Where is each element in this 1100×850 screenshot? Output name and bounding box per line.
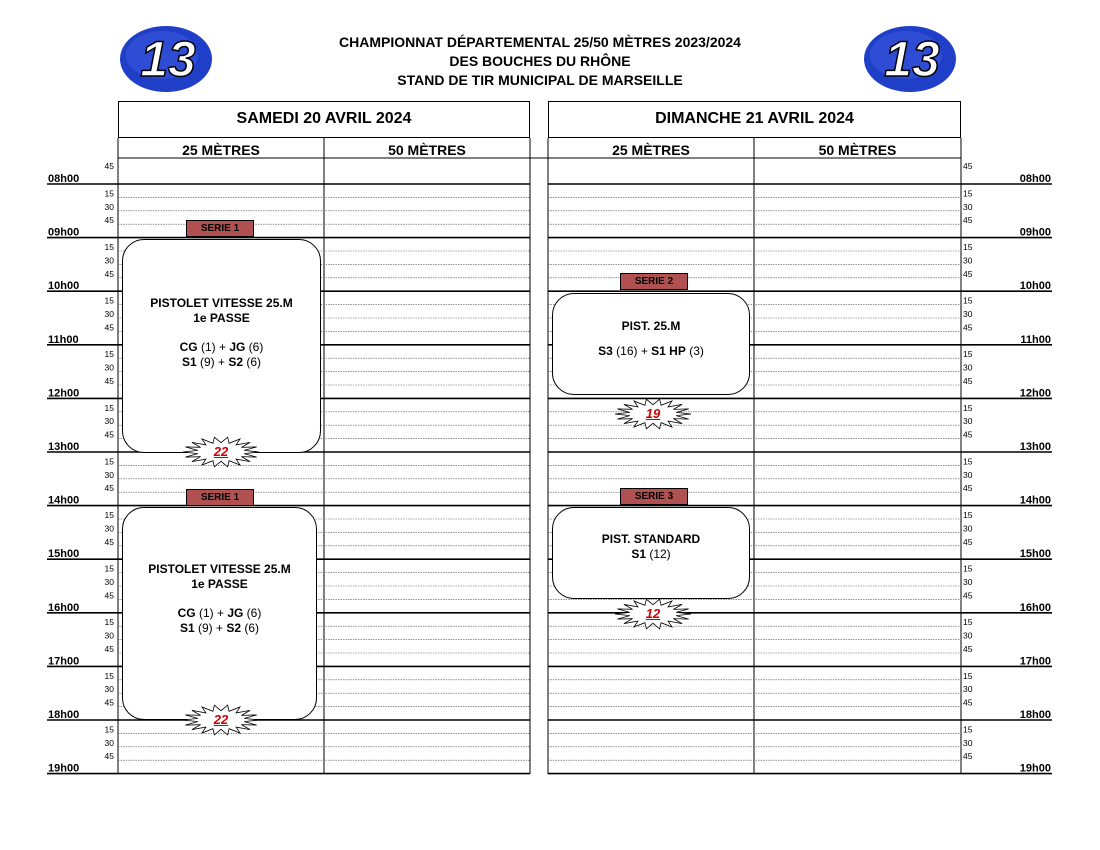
participant-count: 22 (213, 712, 229, 727)
minute-label: 30 (104, 416, 114, 427)
event-categories-1: S3 (16) + S1 HP (3) (598, 344, 704, 358)
hour-label-left: 16h00 (48, 601, 80, 614)
minute-label: 30 (104, 630, 114, 641)
minute-label: 45 (963, 161, 973, 171)
minute-label: 30 (963, 523, 973, 534)
event-subtitle: 1e PASSE (191, 577, 248, 591)
hour-label-right: 15h00 (1019, 548, 1051, 561)
event-box-sat-1 (122, 239, 321, 453)
minute-label: 15 (104, 724, 114, 735)
minute-label: 45 (104, 322, 114, 333)
minute-label: 15 (963, 295, 973, 306)
hour-label-right: 13h00 (1019, 441, 1051, 453)
minute-label: 30 (104, 684, 114, 695)
minute-label: 30 (963, 201, 973, 212)
serie-badge: SERIE 2 (620, 273, 688, 290)
minute-label: 45 (963, 751, 973, 762)
minute-label: 45 (963, 644, 973, 654)
minute-label: 45 (104, 644, 114, 654)
minute-label: 45 (963, 536, 973, 547)
minute-label: 15 (104, 456, 114, 467)
minute-label: 45 (104, 590, 114, 601)
minute-label: 30 (104, 469, 114, 480)
hour-label-right: 16h00 (1019, 601, 1051, 614)
event-subtitle: 1e PASSE (193, 311, 250, 325)
minute-label: 45 (104, 697, 114, 708)
hour-label-left: 08h00 (48, 173, 80, 185)
minute-label: 15 (104, 349, 114, 360)
hour-label-left: 13h00 (48, 441, 80, 453)
minute-label: 30 (963, 737, 973, 748)
minute-label: 45 (104, 161, 114, 171)
logo-text: 13 (884, 31, 940, 87)
serie-badge: SERIE 1 (186, 220, 254, 237)
minute-label: 45 (104, 376, 114, 386)
minute-label: 30 (963, 362, 973, 373)
minute-label: 15 (104, 563, 114, 574)
minute-label: 15 (104, 670, 114, 681)
event-categories-1: CG (1) + JG (6) (177, 606, 262, 620)
minute-label: 15 (104, 510, 114, 520)
event-categories-2: S1 (9) + S2 (6) (181, 355, 262, 369)
event-title: PIST. STANDARD (601, 532, 701, 546)
event-title: PIST. 25.M (621, 319, 681, 333)
minute-label: 30 (963, 309, 973, 319)
minute-label: 15 (104, 295, 114, 306)
participant-count: 12 (645, 606, 661, 621)
event-box-sun-1 (552, 293, 750, 395)
minute-label: 15 (963, 402, 973, 413)
minute-label: 45 (963, 429, 973, 440)
minute-label: 45 (104, 429, 114, 440)
hour-label-left: 11h00 (48, 333, 79, 346)
minute-label: 15 (963, 617, 973, 628)
hour-label-left: 09h00 (48, 226, 80, 239)
sat-25m-header: 25 MÈTRES (182, 142, 260, 158)
hour-label-left: 14h00 (48, 494, 80, 507)
participant-count-burst (182, 436, 260, 468)
event-categories-1: S1 (12) (631, 547, 671, 561)
hour-label-left: 19h00 (48, 762, 80, 775)
participant-count: 22 (213, 444, 229, 459)
hour-label-right: 11h00 (1020, 333, 1051, 346)
hour-label-right: 17h00 (1019, 655, 1051, 668)
event-categories-2: S1 (9) + S2 (6) (179, 621, 260, 635)
hour-label-right: 10h00 (1019, 280, 1051, 293)
title-line-3: STAND DE TIR MUNICIPAL DE MARSEILLE (397, 72, 683, 88)
participant-count-burst (182, 704, 260, 736)
hour-label-right: 18h00 (1019, 709, 1051, 721)
hour-label-left: 18h00 (48, 709, 80, 721)
minute-label: 30 (963, 684, 973, 695)
day-header-saturday: SAMEDI 20 AVRIL 2024 (118, 101, 530, 138)
day-header-sunday: DIMANCHE 21 AVRIL 2024 (548, 101, 961, 138)
sun-25m-header: 25 MÈTRES (612, 142, 690, 158)
event-title: PISTOLET VITESSE 25.M (148, 562, 291, 576)
minute-label: 30 (963, 255, 973, 266)
minute-label: 45 (963, 697, 973, 708)
minute-label: 30 (963, 630, 973, 641)
participant-count-burst (614, 398, 692, 430)
participant-count: 19 (645, 406, 661, 421)
minute-label: 45 (104, 215, 114, 226)
minute-label: 15 (963, 242, 973, 252)
minute-label: 45 (963, 268, 973, 279)
minute-label: 15 (963, 349, 973, 360)
hour-label-right: 19h00 (1019, 762, 1051, 775)
minute-label: 15 (104, 188, 114, 199)
event-box-sat-2 (122, 507, 317, 720)
minute-label: 15 (963, 670, 973, 681)
minute-label: 45 (963, 322, 973, 333)
minute-label: 15 (963, 510, 973, 520)
minute-label: 45 (104, 536, 114, 547)
minute-label: 15 (104, 242, 114, 252)
minute-label: 30 (104, 309, 114, 319)
minute-label: 15 (963, 563, 973, 574)
minute-label: 15 (104, 617, 114, 628)
sun-50m-header: 50 MÈTRES (818, 142, 897, 158)
title-line-1: CHAMPIONNAT DÉPARTEMENTAL 25/50 MÈTRES 2023/2024 (339, 34, 741, 50)
minute-label: 30 (104, 255, 114, 266)
minute-label: 45 (963, 483, 973, 494)
minute-label: 30 (963, 416, 973, 427)
hour-label-right: 12h00 (1019, 387, 1051, 400)
hour-label-right: 14h00 (1019, 494, 1051, 507)
minute-label: 45 (104, 483, 114, 494)
event-categories-1: CG (1) + JG (6) (179, 340, 264, 354)
event-box-sun-2 (552, 507, 750, 599)
minute-label: 15 (963, 456, 973, 467)
event-title: PISTOLET VITESSE 25.M (150, 296, 293, 310)
minute-label: 30 (104, 362, 114, 373)
hour-label-left: 12h00 (48, 387, 80, 400)
serie-badge: SERIE 1 (186, 489, 254, 506)
minute-label: 15 (963, 188, 973, 199)
hour-label-left: 10h00 (48, 280, 80, 293)
hour-label-right: 09h00 (1019, 226, 1051, 239)
logo-text: 13 (140, 31, 196, 87)
participant-count-burst (614, 598, 692, 630)
minute-label: 30 (104, 201, 114, 212)
serie-badge: SERIE 3 (620, 488, 688, 505)
minute-label: 15 (963, 724, 973, 735)
minute-label: 45 (963, 215, 973, 226)
minute-label: 30 (104, 523, 114, 534)
hour-label-left: 15h00 (48, 548, 80, 561)
minute-label: 45 (104, 268, 114, 279)
sat-50m-header: 50 MÈTRES (388, 142, 466, 158)
minute-label: 45 (963, 376, 973, 386)
minute-label: 45 (104, 751, 114, 762)
minute-label: 30 (963, 469, 973, 480)
minute-label: 15 (104, 402, 114, 413)
minute-label: 45 (963, 590, 973, 601)
hour-label-right: 08h00 (1019, 173, 1051, 185)
title-line-2: DES BOUCHES DU RHÔNE (449, 53, 631, 69)
minute-label: 30 (104, 737, 114, 748)
hour-label-left: 17h00 (48, 655, 80, 668)
minute-label: 30 (104, 577, 114, 587)
minute-label: 30 (963, 577, 973, 587)
